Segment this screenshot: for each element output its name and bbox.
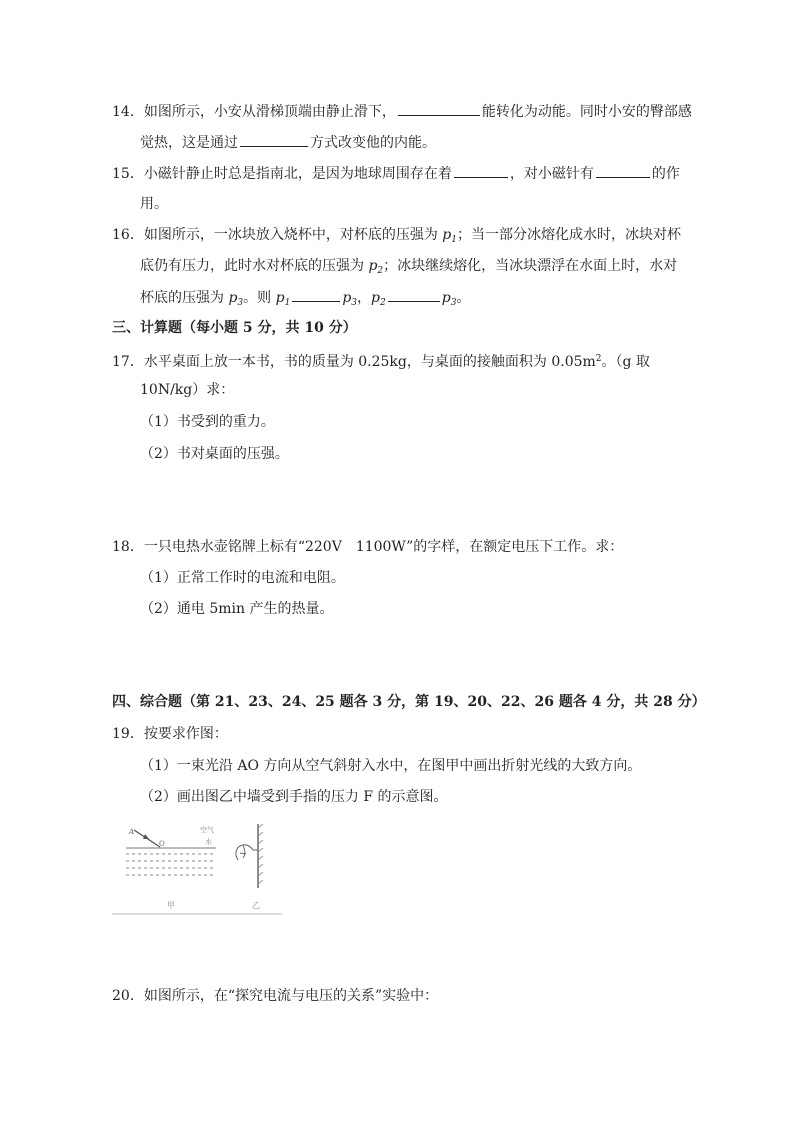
q14-text-b: 能转化为动能。同时小安的臀部感 [481, 104, 692, 120]
q14-blank-1[interactable] [398, 101, 480, 116]
q16-line1 [112, 225, 681, 250]
label-water: 水 [205, 838, 212, 846]
q14-line2 [140, 132, 436, 153]
section-4-heading: 四、综合题（第 21、23、24、25 题各 3 分，第 19、20、22、26 题各 4 分，共 28 分） [112, 694, 706, 710]
label-a: A [129, 828, 135, 836]
q18-line1: 18．一只电热水壶铭牌上标有“220V 1100W”的字样，在额定电压下工作。求： [112, 539, 624, 555]
q14-blank-2[interactable] [240, 132, 308, 147]
q16-text-e: 杯底的压强为 [140, 290, 229, 306]
label-yi: 乙 [252, 901, 260, 910]
q16-blank-1[interactable] [292, 287, 340, 302]
q16-cmp2-left-sub: 2 [379, 298, 386, 308]
q16-blank-2[interactable] [388, 287, 440, 302]
q15-blank-1[interactable] [454, 163, 508, 178]
q16-cmp2-left: p [371, 290, 380, 306]
q14-text-d: 方式改变他的内能。 [310, 135, 436, 151]
q17-item2: （2）书对桌面的压强。 [140, 446, 289, 462]
q16-line3 [140, 287, 470, 313]
q15-line2 [140, 194, 168, 214]
q14-line1 [112, 101, 692, 122]
q16-cmp1-right: p [342, 290, 352, 306]
label-o: O [159, 840, 165, 848]
label-air: 空气 [200, 826, 214, 834]
q19-item2: （2）画出图乙中墙受到手指的压力 F 的示意图。 [140, 789, 448, 805]
q19-line1: 19．按要求作图： [112, 726, 228, 742]
q16-text-g: ， [357, 290, 372, 306]
q14-text-a: 14．如图所示，小安从滑梯顶端由静止滑下， [112, 104, 396, 120]
wall-hatching [258, 824, 263, 884]
q17-text-b: 。（g 取 [601, 354, 650, 370]
label-jia: 甲 [167, 901, 175, 910]
q19-figure [112, 820, 284, 918]
hand-icon [236, 845, 258, 860]
q16-line2 [140, 256, 677, 281]
q16-p3-sub: 3 [237, 298, 244, 308]
q16-p1-sub: 1 [451, 235, 457, 245]
q16-text-a: 16．如图所示，一冰块放入烧杯中，对杯底的压强为 [112, 227, 443, 243]
water-hatching [126, 854, 216, 875]
q16-text-h: 。 [456, 290, 471, 306]
q16-text-d: ；冰块继续熔化，当冰块漂浮在水面上时，水对 [383, 258, 678, 274]
q16-text-b: ；当一部分冰熔化成水时，冰块对杯 [456, 227, 681, 243]
q15-text-d: 用。 [140, 196, 168, 212]
q19-item1: （1）一束光沿 AO 方向从空气斜射入水中，在图甲中画出折射光线的大致方向。 [140, 758, 642, 774]
q16-p1: p [442, 227, 452, 243]
q16-text-f: 。则 [243, 290, 276, 306]
q18-item1: （1）正常工作时的电流和电阻。 [140, 570, 345, 586]
q16-cmp1-left: p [275, 290, 285, 306]
q17-item1: （1）书受到的重力。 [140, 414, 275, 430]
q15-line1 [112, 163, 680, 184]
q17-text-a: 17．水平桌面上放一本书，书的质量为 0.25kg，与桌面的接触面积为 0.05m [112, 354, 596, 370]
q15-text-c: 的作 [651, 166, 680, 182]
q16-p2: p [368, 258, 378, 274]
q16-cmp1-right-sub: 3 [351, 298, 358, 308]
q20-line1: 20．如图所示，在“探究电流与电压的关系”实验中： [112, 988, 439, 1004]
q16-cmp2-right-sub: 3 [450, 298, 457, 308]
q15-text-b: ，对小磁针有 [509, 166, 594, 182]
q16-p2-sub: 2 [377, 266, 384, 276]
q17-sup: 2 [595, 354, 602, 364]
q14-text-c: 觉热，这是通过 [140, 135, 238, 151]
q17-line2: 10N/kg）求： [140, 382, 235, 398]
q16-cmp1-left-sub: 1 [284, 298, 291, 308]
q18-item2: （2）通电 5min 产生的热量。 [140, 601, 334, 617]
q16-p3: p [228, 290, 238, 306]
q15-text-a: 15．小磁针静止时总是指南北，是因为地球周围存在着 [112, 166, 452, 182]
q15-blank-2[interactable] [596, 163, 650, 178]
q16-text-c: 底仍有压力，此时水对杯底的压强为 [140, 258, 369, 274]
q17-line1 [112, 349, 650, 372]
section-3-heading: 三、计算题（每小题 5 分，共 10 分） [112, 320, 357, 336]
q16-cmp2-right: p [441, 290, 451, 306]
